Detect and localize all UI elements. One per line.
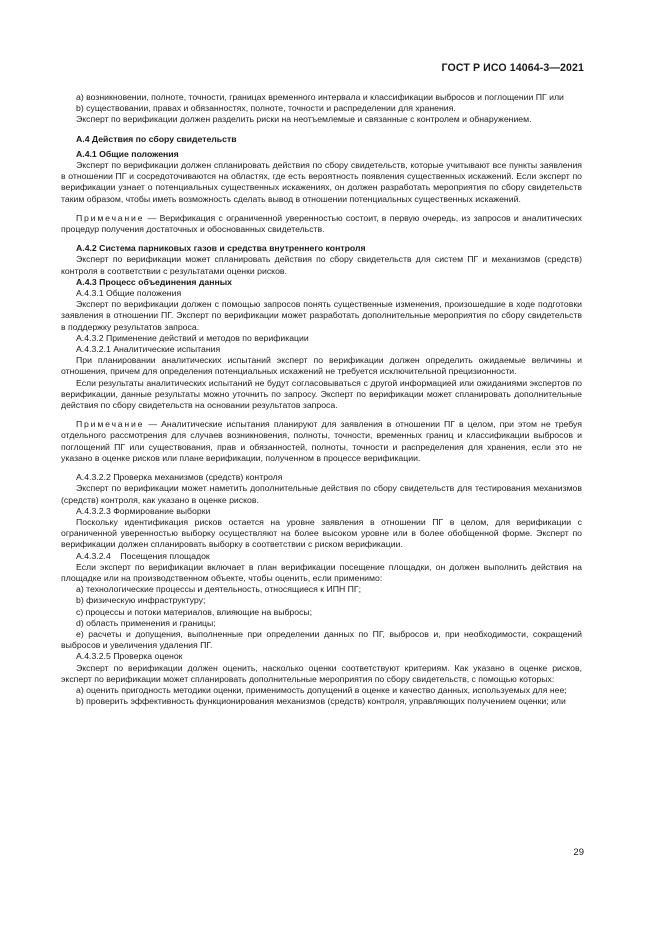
clause-heading: А.4.3.2.1 Аналитические испытания bbox=[76, 344, 221, 355]
paragraph: Эксперт по верификации должен разделить риски на неотъемлемые и связанные с контролем и обнаружением. bbox=[76, 114, 532, 125]
note-text: — Аналитические испытания планируют для заявления в отношении ПГ в целом, при этом не требуя отдельного рассмотрения для случаев возникновения, полноты, точности, временных границ и классификации выбросов и поглощений ПГ или существования, прав и обязанностей, полноты, точности и распределения для хранения, если это не указано в оценке рисков или плане верификации, полученном в процессе верификации. bbox=[61, 419, 582, 463]
list-item: b) физическую инфраструктуру; bbox=[76, 595, 206, 606]
note bbox=[61, 213, 582, 235]
list-item: с) процессы и потоки материалов, влияющие на выбросы; bbox=[76, 606, 313, 617]
paragraph: Если эксперт по верификации включает в план верификации посещение площадки, он должен выполнить действия на площадке или на производственном объекте, чтобы оценить, если применимо: bbox=[61, 561, 582, 583]
paragraph: При планировании аналитических испытаний эксперт по верификации должен определить ожидаемые величины и отношения, причем для определения потенциальных искажений не требуется исключительной прецизионности. bbox=[61, 355, 582, 377]
clause-heading: А.4.3.2.3 Формирование выборки bbox=[76, 505, 211, 516]
list-item: e) расчеты и допущения, выполненные при определении данных по ПГ, выбросов и, при необходимости, сокращений выбросов и увеличения удаления ПГ. bbox=[61, 628, 582, 651]
standard-header: ГОСТ Р ИСО 14064-3—2021 bbox=[441, 62, 584, 74]
list-item: b) проверить эффективность функционирования механизмов (средств) контроля, управляющих получением оценки; или bbox=[76, 696, 566, 707]
page-number: 29 bbox=[573, 847, 584, 858]
subsection-heading: А.4.2 Система парниковых газов и средства внутреннего контроля bbox=[76, 243, 366, 254]
list-item: b) существовании, правах и обязанностях, полноте, точности и распределении для хранения. bbox=[76, 103, 456, 114]
list-item: a) возникновении, полноте, точности, границах временного интервала и классификации выбросов и поглощении ПГ или bbox=[76, 92, 564, 102]
paragraph: Эксперт по верификации может спланировать действия по сбору свидетельств для систем ПГ и механизмов (средств) контроля в соответствии с результатами оценки рисков. bbox=[61, 254, 582, 276]
clause-heading: А.4.3.1 Общие положения bbox=[76, 288, 182, 299]
document-body bbox=[61, 92, 582, 707]
clause-heading: А.4.3.2.5 Проверка оценок bbox=[76, 651, 183, 662]
note-label: Примечание bbox=[76, 419, 145, 430]
subsection-heading: А.4.3 Процесс объединения данных bbox=[76, 276, 232, 287]
subsection-heading: А.4.1 Общие положения bbox=[76, 148, 179, 159]
list-item: d) область применения и границы; bbox=[76, 617, 216, 628]
clause-heading: А.4.3.2 Применение действий и методов по верификации bbox=[76, 332, 309, 343]
paragraph: Поскольку идентификация рисков остается на уровне заявления в отношении ПГ в целом, для верификации с ограниченной уверенностью выборку осуществляют на более высоком уровне или в более обобщенной форме. Эксперт по верификации должен спланировать выборку в соответствии с риском верификации. bbox=[61, 516, 582, 550]
paragraph: Эксперт по верификации должен с помощью запросов понять существенные изменения, произошедшие в ходе подготовки заявления в отношении ПГ. Эксперт по верификации может разработать дополнительные мероприятия по сбору свидетельств в поддержку результатов запроса. bbox=[61, 299, 582, 332]
paragraph: Эксперт по верификации должен спланировать действия по сбору свидетельств, которые учитывают все пункты заявления в отношении ПГ и сосредоточиваются на областях, где есть вероятность появления существенных искажений. Если эксперт по верификации узнает о потенциальных существенных искажениях, он должен разработать мероприятия по сбору свидетельств таким образом, чтобы иметь возможность сделать вывод в отношении потенциальных существенных искажений. bbox=[61, 160, 582, 204]
note-label: Примечание bbox=[76, 212, 145, 223]
paragraph: Если результаты аналитических испытаний не будут согласовываться с другой информацией или ожиданиями экспертов по верификации, данные результаты можно уточнить по запросу. Эксперт по верификации может спланировать дополнительные действия по сбору свидетельств на основании результатов запроса. bbox=[61, 377, 582, 411]
clause-heading: А.4.3.2.2 Проверка механизмов (средств) контроля bbox=[76, 472, 283, 483]
list-item: а) оценить пригодность методики оценки, применимость допущений в оценке и качество данных, используемых для нее; bbox=[76, 684, 567, 695]
paragraph: Эксперт по верификации должен оценить, насколько оценки соответствуют критериям. Как указано в оценке рисков, эксперт по верификации может спланировать дополнительные мероприятия по сбору свидетельств, с помощью которых: bbox=[61, 662, 582, 684]
section-heading: А.4 Действия по сбору свидетельств bbox=[76, 133, 237, 144]
paragraph: Эксперт по верификации может наметить дополнительные действия по сбору свидетельств для тестирования механизмов (средств) контроля, как указано в оценке рисков. bbox=[61, 483, 582, 505]
note bbox=[61, 419, 582, 464]
note-text: — Верификация с ограниченной уверенностью состоит, в первую очередь, из запросов и аналитических процедур получения достаточных и обоснованных свидетельств. bbox=[61, 212, 582, 235]
list-item: а) технологические процессы и деятельность, относящиеся к ИПН ПГ; bbox=[76, 584, 362, 595]
clause-heading: А.4.3.2.4 Посещения площадок bbox=[76, 550, 210, 561]
